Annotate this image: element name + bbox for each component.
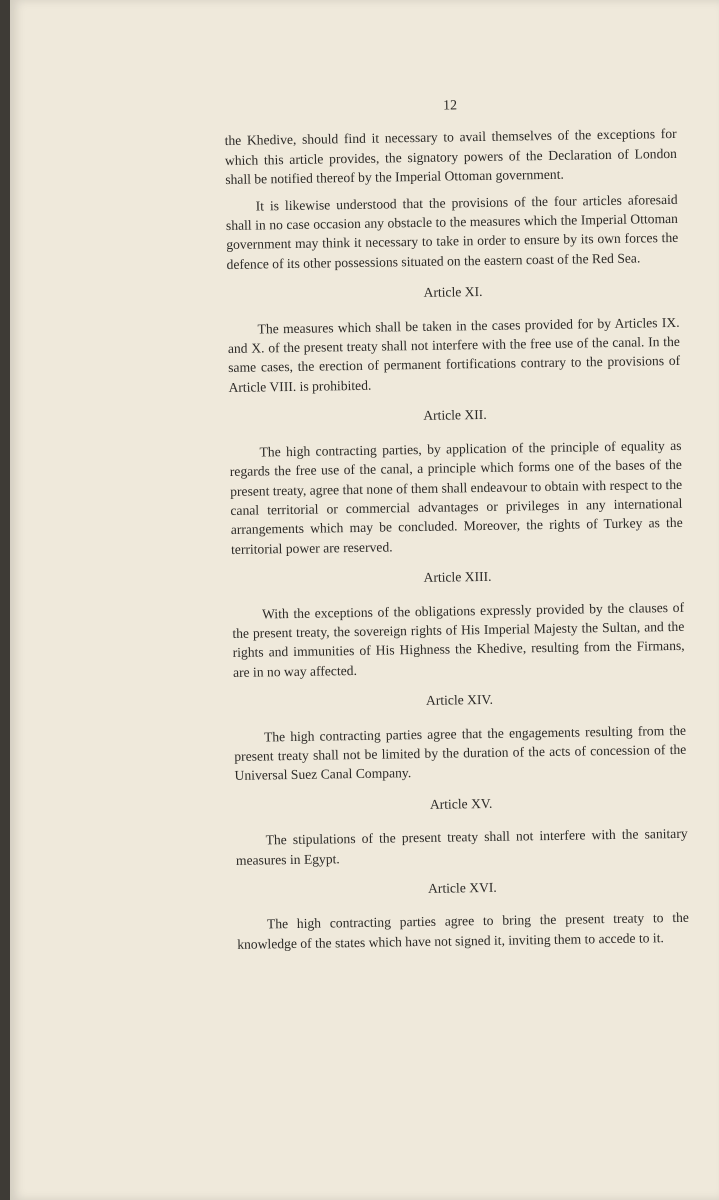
intro-paragraph-2: It is likewise understood that the provisions of the four articles aforesaid shall in no case occasion any obstacle to the measures which the Imperial Ottoman government may think it necessary to take in order to ensure by its own forces the defence of its other possessions situated on the eastern coast of the Red Sea. [225, 191, 679, 272]
article-xiv-heading: Article XIV. [425, 692, 494, 709]
article-xvi-text: The high contracting parties agree to bring the present treaty to the knowledge of the states which have not signed it, inviting them to accede to it. [237, 910, 690, 952]
article-xi-heading: Article XI. [423, 284, 483, 301]
article-xv-text: The stipulations of the present treaty shall not interfere with the sanitary measures in Egypt. [235, 825, 688, 868]
document-page [10, 0, 719, 1200]
page-text-block [224, 93, 689, 961]
article-xiii-text: With the exceptions of the obligations expressly provided by the clauses of the present treaty, the sovereign rights of His Imperial Majesty the Sultan, and the rights and immunities of His Highness the Khedive, resulting from the Firmans, are in no way affected. [232, 599, 685, 680]
article-xii-heading: Article XII. [423, 407, 487, 424]
article-xiii-heading: Article XIII. [423, 568, 492, 586]
page-number: 12 [443, 98, 458, 114]
intro-paragraph-1: the Khedive, should find it necessary to avail themselves of the exceptions for which this article provides, the signatory powers of the Declaration of London shall be notified thereof by the Imperial Ottoman government. [224, 126, 678, 188]
article-xv-heading: Article XV. [429, 795, 493, 812]
article-xiv-text: The high contracting parties agree that the engagements resulting from the present treaty shall not be limited by the duration of the acts of concession of the Universal Suez Canal Company. [234, 722, 687, 784]
article-xii-text: The high contracting parties, by application of the principle of equality as regards the free use of the canal, a principle which forms one of the bases of the present treaty, agree that none of them shall endeavour to obtain with respect to the canal territorial or commercial advantages or privileges in any international arrangements which may be concluded. Moreover, the rights of Turkey as the territorial power are reserved. [229, 437, 683, 557]
article-xvi-heading: Article XVI. [427, 879, 497, 896]
article-xi-text: The measures which shall be taken in the cases provided for by Articles IX. and X. of the present treaty shall not interfere with the free use of the canal. In the same cases, the erection of permanent fortifications contrary to the provisions of Article VIII. is prohibited. [227, 314, 681, 395]
